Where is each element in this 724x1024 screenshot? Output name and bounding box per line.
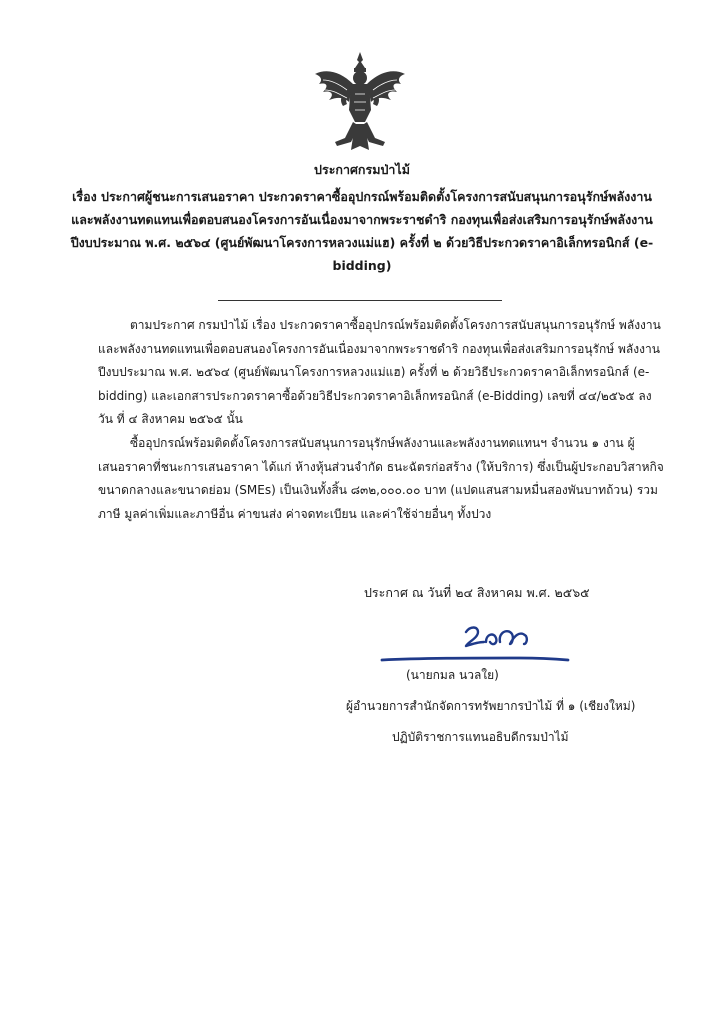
subject-line: เรื่อง ประกาศผู้ชนะการเสนอราคา ประกวดราคาซื้ออุปกรณ์พร้อมติดตั้งโครงการสนับสนุนการอนุรักษ์พลังงาน [72,189,652,204]
subject-line: และพลังงานทดแทนเพื่อตอบสนองโครงการอันเนื่องมาจากพระราชดำริ กองทุนเพื่อส่งเสริมการอนุรักษ์พลังงาน [71,212,653,227]
signer-position: ผู้อำนวยการสำนักจัดการทรัพยากรป่าไม้ ที่ ๑ (เชียงใหม่) [346,699,636,713]
announcement-date: ประกาศ ณ วันที่ ๒๔ สิงหาคม พ.ศ. ๒๕๖๕ [364,585,590,600]
subject-block [60,185,664,277]
document-title: ประกาศกรมป่าไม้ [314,162,410,177]
signer-acting-title: ปฏิบัติราชการแทนอธิบดีกรมป่าไม้ [392,730,569,744]
subject-line: ปีงบประมาณ พ.ศ. ๒๕๖๔ (ศูนย์พัฒนาโครงการหลวงแม่แฮ) ครั้งที่ ๒ ด้วยวิธีประกวดราคาอิเล็กทรอนิกส์ (e- [70,235,654,250]
subject-line: bidding) [332,258,392,273]
body-paragraph-award: ซื้ออุปกรณ์พร้อมติดตั้งโครงการสนับสนุนการอนุรักษ์พลังงานและพลังงานทดแทนฯ จำนวน ๑ งาน ผู้ เสนอราคาที่ชนะการเสนอราคา ได้แก่ ห้างหุ้นส่วนจำกัด ธนะฉัตรก่อสร้าง (ให้บริการ) ซึ่งเป็นผู้ประกอบวิสาหกิจ ขนาดกลางและขนาดย่อม (SMEs) เป็นเงินทั้งสิ้น ๘๓๒,๐๐๐.๐๐ บาท (แปดแสนสามหมื่นสองพันบาทถ้วน) รวมภาษี มูลค่าเพิ่มและภาษีอื่น ค่าขนส่ง ค่าจดทะเบียน และค่าใช้จ่ายอื่นๆ ทั้งปวง [98,436,664,521]
signer-name: (นายกมล นวลใย) [406,668,499,682]
body-paragraph-reference: ตามประกาศ กรมป่าไม้ เรื่อง ประกวดราคาซื้ออุปกรณ์พร้อมติดตั้งโครงการสนับสนุนการอนุรักษ์ พลังงานและพลังงานทดแทนเพื่อตอบสนองโครงการอันเนื่องมาจากพระราชดำริ กองทุนเพื่อส่งเสริมการอนุรักษ์ พลังงาน ปีงบประมาณ พ.ศ. ๒๕๖๔ (ศูนย์พัฒนาโครงการหลวงแม่แฮ) ครั้งที่ ๒ ด้วยวิธีประกวดราคาอิเล็กทรอนิกส์ (e-bidding) และเอกสารประกวดราคาซื้อด้วยวิธีประกวดราคาอิเล็กทรอนิกส์ (e-Bidding) เลขที่ ๔๔/๒๕๖๕ ลงวัน ที่ ๔ สิงหาคม ๒๕๖๕ นั้น [98,318,661,426]
garuda-emblem-icon [311,50,409,154]
handwritten-signature-icon [380,618,570,673]
divider-line [218,300,502,301]
